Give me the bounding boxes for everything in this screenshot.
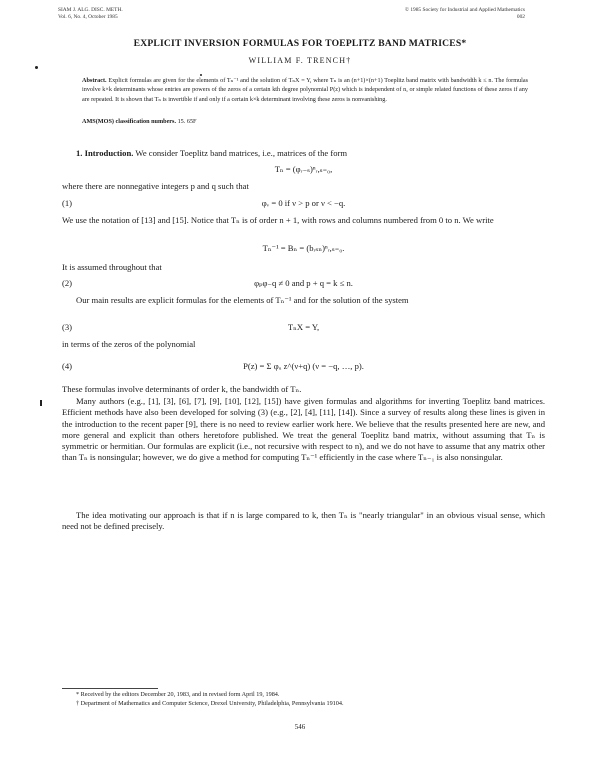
abstract [82, 76, 528, 104]
equation-body: φₚφ₋q ≠ 0 and p + q = k ≤ n. [254, 278, 353, 288]
ams-label: AMS(MOS) classification numbers. [82, 118, 177, 125]
section-intro-text: We consider Toeplitz band matrices, i.e., matrices of the form [135, 148, 348, 158]
equation-body: φᵥ = 0 if ν > p or ν < −q. [261, 198, 346, 208]
paragraph-determinants: These formulas involve determinants of order k, the bandwidth of Tₙ. [62, 384, 302, 394]
abstract-text: Explicit formulas are given for the elements of Tₙ⁻¹ and the solution of TₙX = Y, where Tₙ is an (n+1)×(n+1) Toeplitz band matrix with bandwidth k ≤ n. The formulas involve k×k determinants whose entries are powers of the zeros of a certain kth degree polynomial P(z) which is independent of n, or simple related functions of these zeros if any are repeated. It is shown that Tₙ is invertible if and only if a certain k×k determinant involving these zeros is nonvanishing. [82, 77, 528, 103]
ams-classification [82, 118, 196, 125]
equation-number: (2) [62, 278, 73, 288]
equation-tn [62, 164, 545, 176]
equation-number: (4) [62, 361, 73, 371]
header-code: 002 [516, 13, 525, 20]
running-header-right [405, 7, 525, 20]
equation-inverse-body: Tₙ⁻¹ = Bₙ = (bᵣₛₙ)ⁿᵣ,ₛ₌₀. [262, 243, 345, 253]
footnote-affiliation: † Department of Mathematics and Computer Science, Drexel University, Philadelphia, Pennsylvania 19104. [76, 700, 344, 707]
journal-volume: Vol. 6, No. 4, October 1985 [58, 13, 118, 20]
running-header-left [58, 7, 123, 20]
paragraph-authors: Many authors (e.g., [1], [3], [6], [7], [9], [10], [12], [15]) have given formulas and algorithms for inverting Toeplitz band matrices. Efficient methods have also been developed for solving (3) (e.g., [2], [4], [11], [14]). Since a survey of results along these lines is given in the introduction to the recent paper [9], there is no need to review earlier work here. We believe that the results presented here are new, and more general and explicit than others heretofore published. We treat the general Toeplitz band matrix, without assuming that Tₙ is symmetric or hermitian. Our formulas are explicit (i.e., not recursive with respect to n), and we do not have to assume that any matrix other than Tₙ is nonsingular; however, we do give a method for computing Tₙ⁻¹ efficiently in the case where Tₙ₋₁ is also nonsingular. [62, 396, 545, 463]
equation-body: P(z) = Σ φᵤ z^(ν+q) (ν = −q, …, p). [243, 361, 364, 371]
paragraph-terms: in terms of the zeros of the polynomial [62, 339, 196, 349]
paragraph-assumed: It is assumed throughout that [62, 262, 162, 272]
paragraph-where: where there are nonnegative integers p and q such that [62, 181, 249, 191]
equation-tn-body: Tₙ = (φᵣ₋ₛ)ⁿᵣ,ₛ₌₀, [274, 164, 333, 174]
equation-4 [62, 361, 545, 373]
equation-inverse [62, 243, 545, 255]
ams-value: 15. 65F [177, 118, 197, 125]
author-line: WILLIAM F. TRENCH† [248, 56, 352, 65]
paragraph-idea: The idea motivating our approach is that if n is large compared to k, then Tₙ is "nearly triangular" in an obvious visual sense, which need not be defined precisely. [62, 510, 545, 532]
section-intro [62, 148, 545, 159]
paragraph-main-results: Our main results are explicit formulas for the elements of Tₙ⁻¹ and for the solution of the system [76, 295, 409, 305]
scan-speck [35, 66, 38, 69]
equation-1 [62, 198, 545, 210]
equation-body: TₙX = Y, [287, 322, 320, 332]
paragraph-notation: We use the notation of [13] and [15]. Notice that Tₙ is of order n + 1, with rows and columns numbered from 0 to n. We write [62, 215, 494, 225]
scan-speck [40, 400, 42, 406]
page-number: 546 [294, 723, 306, 731]
paper-title: EXPLICIT INVERSION FORMULAS FOR TOEPLITZ BAND MATRICES* [133, 38, 467, 49]
abstract-label: Abstract. [82, 77, 107, 84]
footnote-received: * Received by the editors December 20, 1983, and in revised form April 19, 1984. [76, 691, 280, 698]
section-heading: 1. Introduction. [76, 148, 134, 158]
footnote-rule [62, 688, 158, 689]
equation-2 [62, 278, 545, 290]
equation-number: (1) [62, 198, 73, 208]
equation-number: (3) [62, 322, 73, 332]
equation-3 [62, 322, 545, 334]
copyright-line: © 1985 Society for Industrial and Applied Mathematics [404, 7, 525, 13]
journal-name: SIAM J. ALG. DISC. METH. [58, 7, 123, 13]
